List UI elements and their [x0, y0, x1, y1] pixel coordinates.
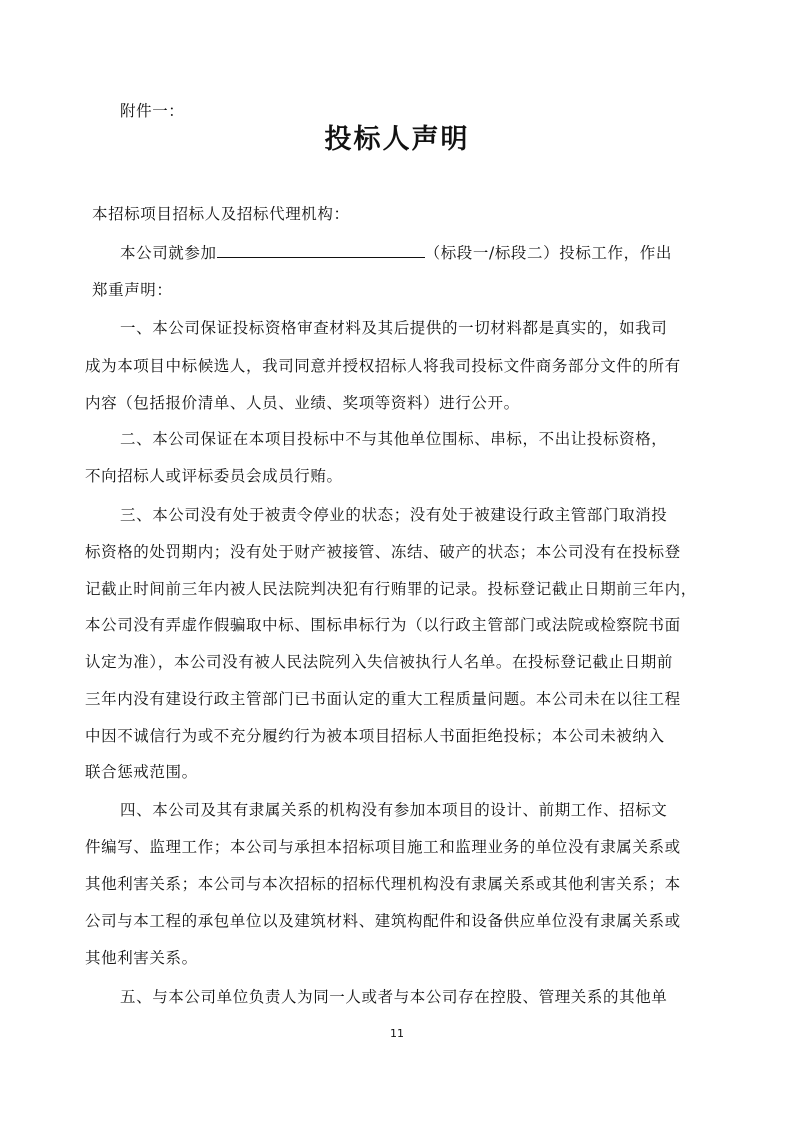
- paragraph-1-line-3: 内容（包括报价清单、人员、业绩、奖项等资料）进行公开。: [85, 394, 520, 412]
- paragraph-2-line-1: 二、本公司保证在本项目投标中不与其他单位围标、串标，不出让投标资格，: [120, 430, 668, 448]
- paragraph-5-line-1: 五、与本公司单位负责人为同一人或者与本公司存在控股、管理关系的其他单: [120, 988, 668, 1006]
- paragraph-3-line-1: 三、本公司没有处于被责令停业的状态；没有处于被建设行政主管部门取消投: [120, 506, 668, 524]
- paragraph-1-line-1: 一、本公司保证投标资格审查材料及其后提供的一切材料都是真实的，如我司: [120, 319, 668, 337]
- paragraph-4-line-2: 件编写、监理工作；本公司与承担本招标项目施工和监理业务的单位没有隶属关系或: [85, 838, 681, 856]
- intro-prefix: 本公司就参加: [120, 244, 217, 262]
- paragraph-3-line-4: 本公司没有弄虚作假骗取中标、围标串标行为（以行政主管部门或法院或检察院书面: [85, 616, 681, 634]
- paragraph-3-line-7: 中因不诚信行为或不充分履约行为被本项目招标人书面拒绝投标；本公司未被纳入: [85, 727, 665, 745]
- paragraph-3-line-2: 标资格的处罚期内；没有处于财产被接管、冻结、破产的状态；本公司没有在投标登: [85, 543, 681, 561]
- paragraph-4-line-3: 其他利害关系；本公司与本次招标的招标代理机构没有隶属关系或其他利害关系；本: [85, 875, 681, 893]
- paragraph-4-line-1: 四、本公司及其有隶属关系的机构没有参加本项目的设计、前期工作、招标文: [120, 801, 668, 819]
- paragraph-4-line-4: 公司与本工程的承包单位以及建筑材料、建筑构配件和设备供应单位没有隶属关系或: [85, 912, 681, 930]
- paragraph-3-line-6: 三年内没有建设行政主管部门已书面认定的重大工程质量问题。本公司未在以往工程: [85, 690, 681, 708]
- document-title: 投标人声明: [324, 124, 470, 155]
- paragraph-3-line-8: 联合惩戒范围。: [85, 763, 198, 781]
- paragraph-3-line-5: 认定为准），本公司没有被人民法院列入失信被执行人名单。在投标登记截止日期前: [85, 653, 673, 671]
- page-number: 11: [390, 1027, 404, 1040]
- paragraph-3-line-3: 记截止时间前三年内被人民法院判决犯有行贿罪的记录。投标登记截止日期前三年内，: [85, 580, 697, 598]
- project-name-blank[interactable]: [217, 242, 425, 258]
- addressee-line: 本招标项目招标人及招标代理机构：: [92, 205, 350, 223]
- attachment-label: 附件一：: [120, 102, 185, 120]
- paragraph-1-line-2: 成为本项目中标候选人，我司同意并授权招标人将我司投标文件商务部分文件的所有: [85, 357, 681, 375]
- paragraph-2-line-2: 不向招标人或评标委员会成员行贿。: [85, 467, 343, 485]
- paragraph-4-line-5: 其他利害关系。: [85, 949, 198, 967]
- intro-line-2: 郑重声明：: [92, 281, 173, 299]
- intro-line-1: [120, 242, 672, 263]
- intro-suffix: （标段一/标段二）投标工作，作出: [424, 244, 672, 262]
